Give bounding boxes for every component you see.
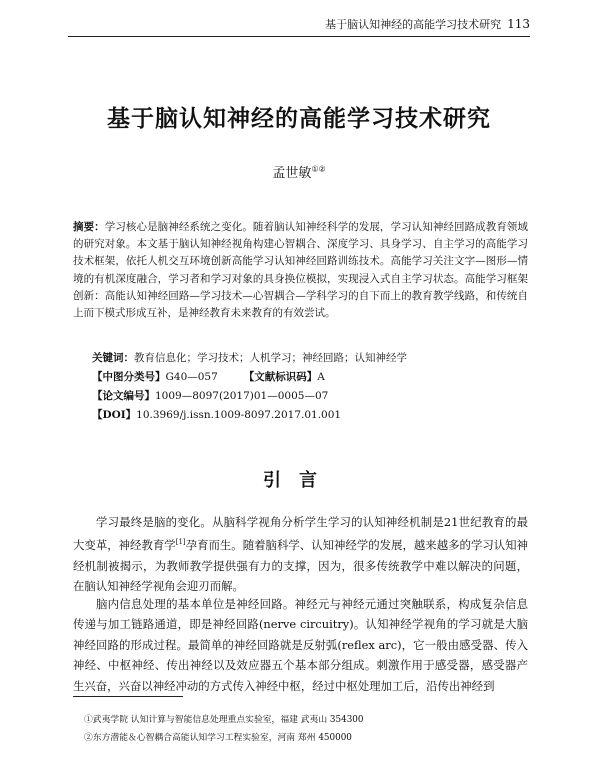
clc-value: G40—057 [165, 371, 218, 383]
clc-label: 【中图分类号】 [92, 371, 166, 383]
section-title: 引言 [263, 470, 335, 491]
article-id-line [92, 388, 528, 403]
doi-label: 【DOI】 [92, 409, 137, 421]
running-title: 基于脑认知神经的高能学习技术研究 [325, 18, 502, 31]
abstract [73, 219, 528, 322]
doi-line [92, 407, 528, 422]
footnote-1: ①武夷学院 认知计算与智能信息处理重点实验室，福建 武夷山 354300 [84, 715, 364, 725]
intro-paragraph-1 [73, 512, 528, 596]
doc-code-value: A [317, 371, 325, 383]
paper-title: 基于脑认知神经的高能学习技术研究 [107, 105, 491, 132]
author-line [68, 162, 530, 181]
footnote-2: ②东方潜能＆心智耦合高能认知学习工程实验室，河南 郑州 450000 [84, 733, 352, 743]
footnote-rule [73, 696, 183, 697]
citation-ref: [1] [175, 538, 186, 547]
doc-code-label: 【文献标识码】 [243, 371, 318, 383]
article-id-value: 1009—8097(2017)01—0005—07 [155, 390, 329, 402]
author-affiliation-marks: ①② [311, 164, 326, 174]
running-header [68, 16, 530, 36]
doi-value: 10.3969/j.issn.1009-8097.2017.01.001 [136, 409, 342, 421]
intro-paragraph-2: 脑内信息处理的基本单位是神经回路。神经元与神经元通过突触联系，构成复杂信息传递与加工链路通道，即是神经回路(nerve circuitry)。认知神经学视角的学习就是大脑神经回路的形成过程。最简单的神经回路就是反射弧(reflex arc)，它一般由感受器、传入神经、中枢神经、传出神经以及效应器五个基本部分组成。刺激作用于感受器，感受器产生兴奋，兴奋以神经冲动的方式传入神经中枢，经过中枢处理加工后，沿传出神经到 [73, 597, 528, 693]
header-rule [68, 36, 530, 37]
keywords-label: 关键词： [92, 352, 134, 364]
author-name: 孟世敏 [272, 166, 312, 181]
abstract-text: 学习核心是脑神经系统之变化。随着脑认知神经科学的发展，学习认知神经回路成教育领域的研究对象。本文基于脑认知神经视角构建心智耦合、深度学习、具身学习、自主学习的高能学习技术框架，依托人机交互环境创新高能学习认知神经回路训练技术。高能学习关注文字—图形—情境的有机深度融合，学习者和学习对象的具身换位模拟，实现浸入式自主学习状态。高能学习框架创新：高能认知神经回路—学习技术—心智耦合—学科学习的自下而上的教育教学线路，和传统自上而下模式形成互补，是神经教育未来教育的有效尝试。 [73, 221, 528, 320]
keywords-text: 教育信息化；学习技术；人机学习；神经回路；认知神经学 [134, 352, 407, 364]
abstract-label: 摘要： [73, 221, 105, 233]
classification-line [92, 369, 528, 384]
page-number: 113 [507, 17, 530, 31]
keywords [92, 350, 528, 365]
article-id-label: 【论文编号】 [92, 390, 155, 402]
intro-para1-text-a: 学习最终是脑的变化。从脑科学视角分析学生学习的认知神经机制是21世纪教育的最大变革，神经教育学 [73, 515, 528, 553]
intro-para1-text-b: 孕育而生。随着脑科学、认知神经学的发展，越来越多的学习认知神经机制被揭示，为教师教学提供强有力的支撑，因为，很多传统教学中难以解决的问题，在脑认知神经学视角会迎刃而解。 [73, 538, 528, 594]
